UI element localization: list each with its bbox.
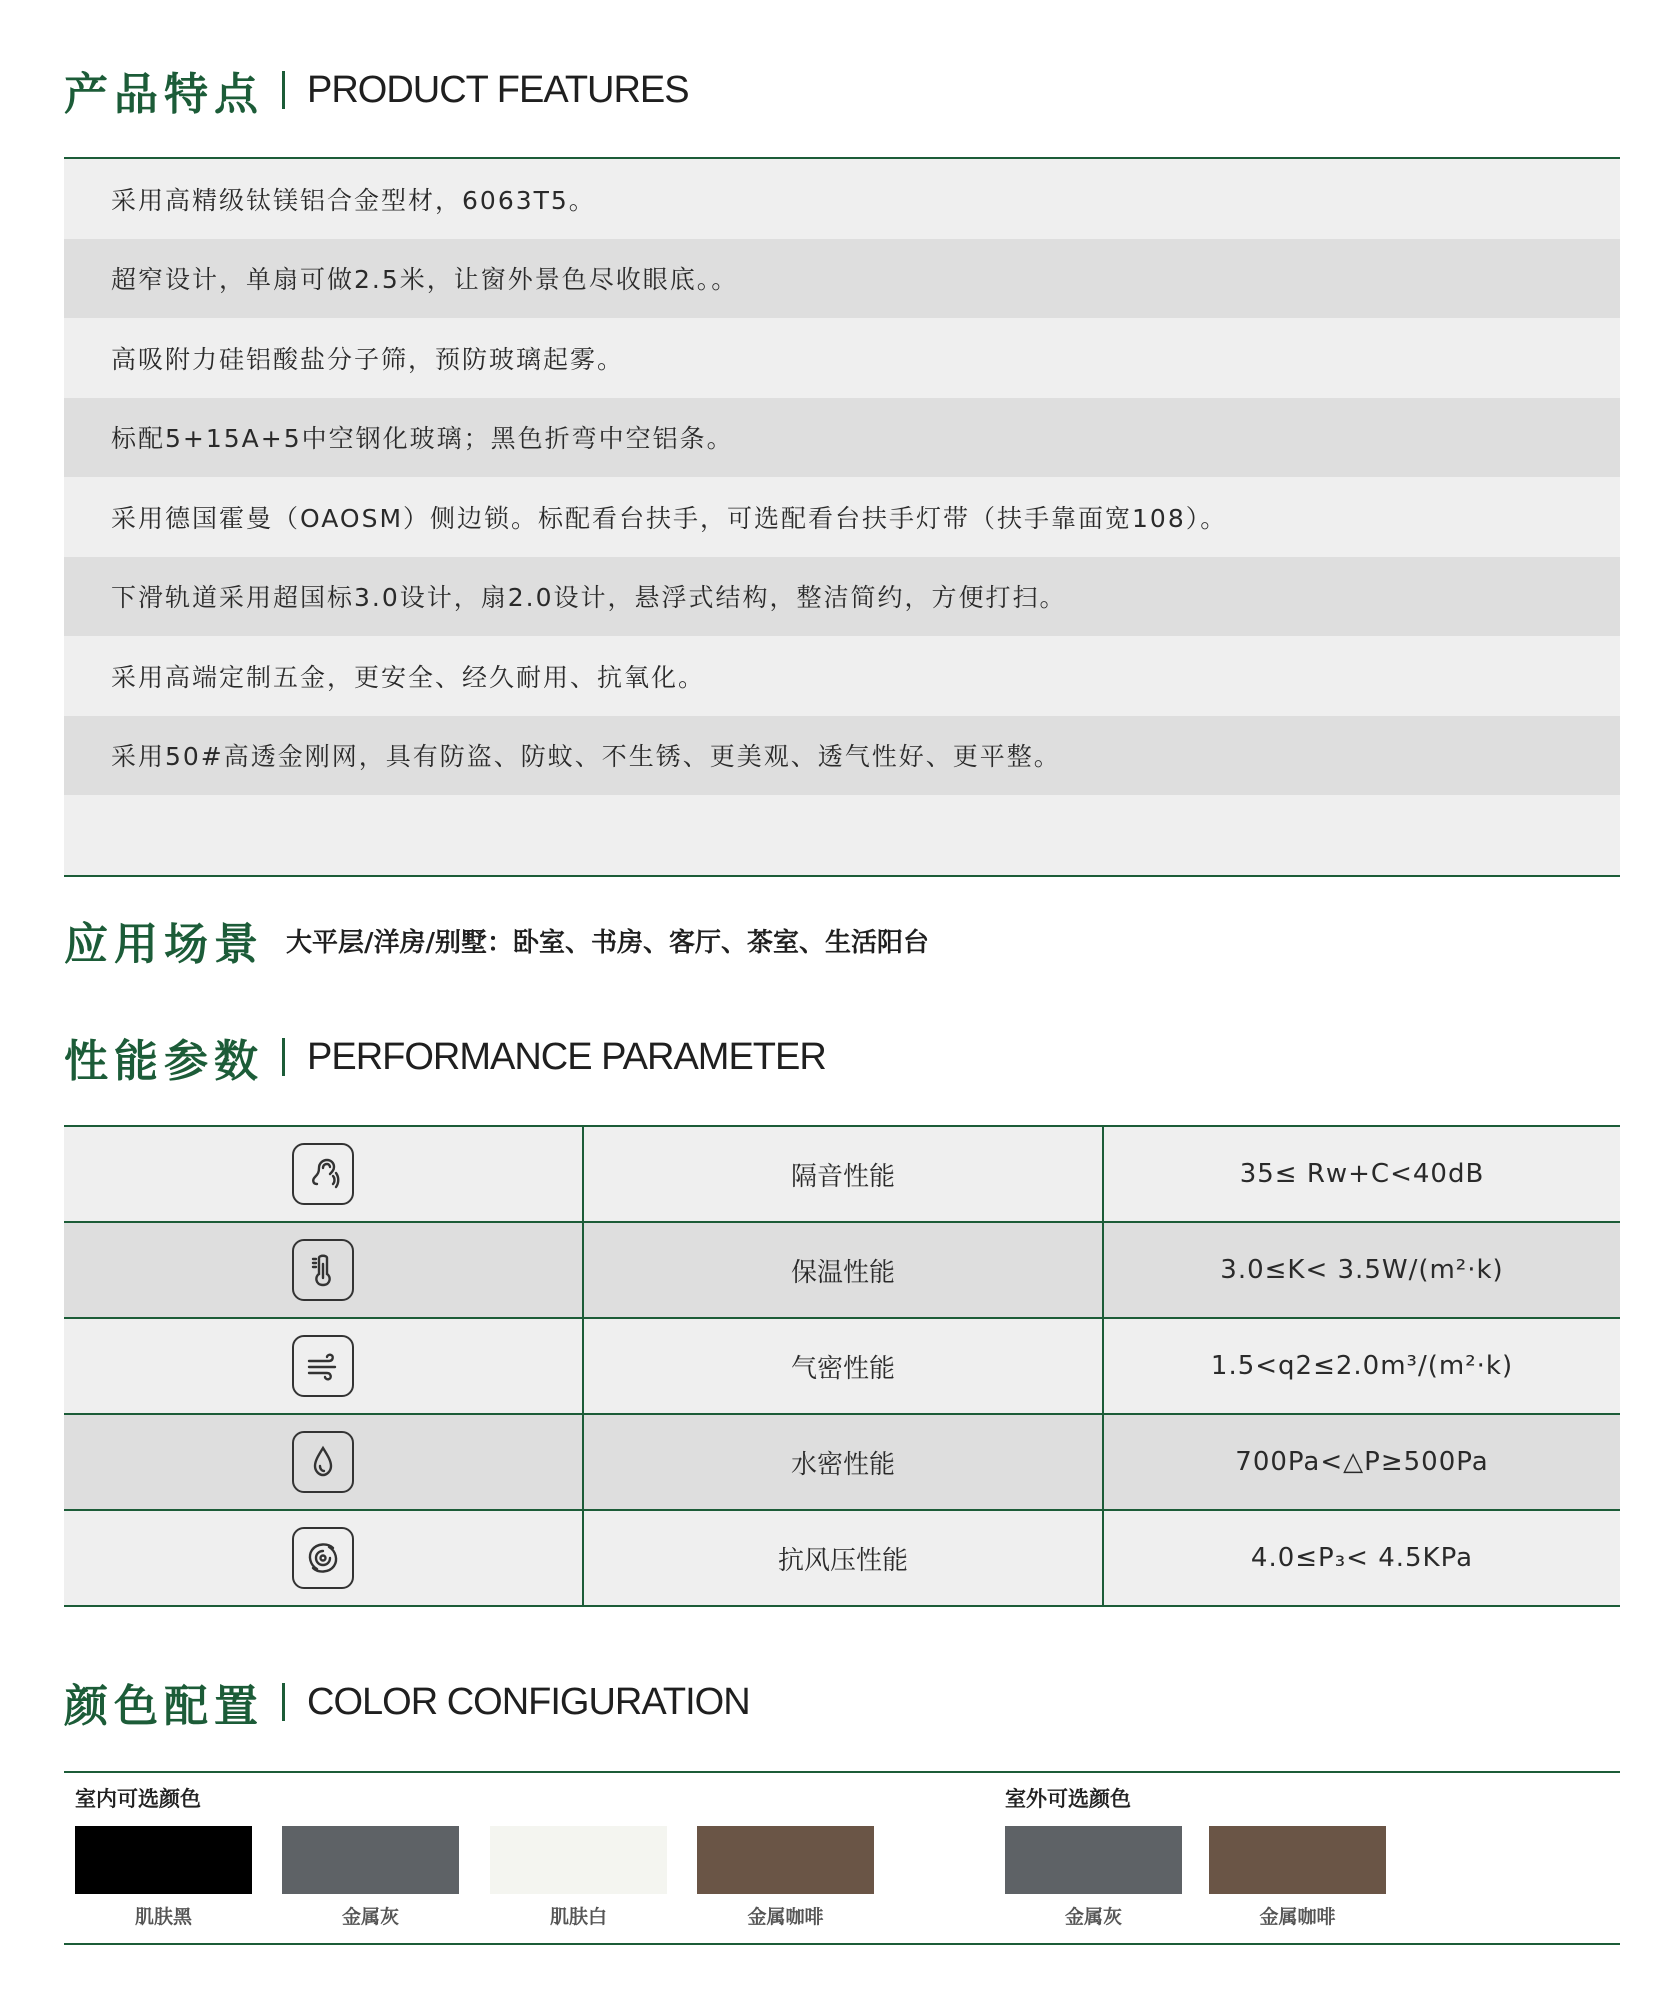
param-name: 抗风压性能 <box>583 1510 1103 1606</box>
table-row <box>64 1126 1620 1222</box>
features-bottom-rule <box>64 875 1620 877</box>
list-item: 采用高精级钛镁铝合金型材，6063T5。 <box>64 159 1620 239</box>
color-swatch-indoor-white[interactable] <box>490 1826 667 1894</box>
scene-section <box>64 910 929 970</box>
list-item: 采用50#高透金刚网，具有防盗、防蚊、不生锈、更美观、透气性好、更平整。 <box>64 716 1620 796</box>
param-value: 1.5<q2≤2.0m³/(m²·k) <box>1103 1318 1620 1414</box>
performance-title-cn: 性能参数 <box>64 1036 264 1087</box>
param-value: 3.0≤K< 3.5W/(m²·k) <box>1103 1222 1620 1318</box>
color-section-title <box>64 1672 750 1732</box>
icon-cell <box>64 1318 583 1414</box>
param-name: 保温性能 <box>583 1222 1103 1318</box>
wind-icon <box>292 1335 354 1397</box>
color-title-cn: 颜色配置 <box>64 1681 264 1732</box>
color-top-rule <box>64 1771 1620 1773</box>
list-item: 高吸附力硅铝酸盐分子筛，预防玻璃起雾。 <box>64 318 1620 398</box>
icon-cell <box>64 1222 583 1318</box>
features-section-title <box>64 60 689 120</box>
color-swatch-indoor-black[interactable] <box>75 1826 252 1894</box>
wind-pressure-icon <box>292 1527 354 1589</box>
thermometer-icon <box>292 1239 354 1301</box>
features-list <box>64 159 1620 875</box>
title-divider <box>282 1683 285 1721</box>
color-swatch-outdoor-coffee[interactable] <box>1209 1826 1386 1894</box>
list-item: 超窄设计，单扇可做2.5米，让窗外景色尽收眼底。。 <box>64 239 1620 319</box>
table-row <box>64 1222 1620 1318</box>
color-name: 金属灰 <box>341 1906 399 1928</box>
icon-cell <box>64 1126 583 1222</box>
performance-table <box>64 1125 1620 1607</box>
list-item: 采用高端定制五金，更安全、经久耐用、抗氧化。 <box>64 636 1620 716</box>
param-value: 4.0≤P₃< 4.5KPa <box>1103 1510 1620 1606</box>
table-row <box>64 1318 1620 1414</box>
features-title-en: PRODUCT FEATURES <box>307 68 689 111</box>
color-name: 肌肤黑 <box>134 1906 192 1928</box>
color-swatch-indoor-coffee[interactable] <box>697 1826 874 1894</box>
water-drop-icon <box>292 1431 354 1493</box>
param-name: 水密性能 <box>583 1414 1103 1510</box>
scene-text: 大平层/洋房/别墅：卧室、书房、客厅、茶室、生活阳台 <box>286 927 929 958</box>
param-name: 隔音性能 <box>583 1126 1103 1222</box>
color-bottom-rule <box>64 1943 1620 1945</box>
color-swatch-indoor-gray[interactable] <box>282 1826 459 1894</box>
param-value: 700Pa<△P≥500Pa <box>1103 1414 1620 1510</box>
title-divider <box>282 71 285 109</box>
param-name: 气密性能 <box>583 1318 1103 1414</box>
icon-cell <box>64 1510 583 1606</box>
title-divider <box>282 1038 285 1076</box>
table-row <box>64 1510 1620 1606</box>
color-name: 金属咖啡 <box>1259 1906 1336 1928</box>
color-swatch-outdoor-gray[interactable] <box>1005 1826 1182 1894</box>
param-value: 35≤ Rw+C<40dB <box>1103 1126 1620 1222</box>
color-name: 金属灰 <box>1064 1906 1122 1928</box>
features-title-cn: 产品特点 <box>64 69 264 120</box>
scene-title-cn: 应用场景 <box>64 919 264 970</box>
icon-cell <box>64 1414 583 1510</box>
ear-sound-icon <box>292 1143 354 1205</box>
indoor-colors-label: 室内可选颜色 <box>75 1787 201 1811</box>
performance-section-title <box>64 1027 826 1087</box>
outdoor-colors-label: 室外可选颜色 <box>1005 1787 1131 1811</box>
list-item: 标配5+15A+5中空钢化玻璃；黑色折弯中空铝条。 <box>64 398 1620 478</box>
color-title-en: COLOR CONFIGURATION <box>307 1680 750 1723</box>
list-item: 采用德国霍曼（OAOSM）侧边锁。标配看台扶手，可选配看台扶手灯带（扶手靠面宽108）。 <box>64 477 1620 557</box>
color-name: 肌肤白 <box>549 1906 607 1928</box>
list-item: 下滑轨道采用超国标3.0设计，扇2.0设计，悬浮式结构，整洁简约，方便打扫。 <box>64 557 1620 637</box>
features-list-tail <box>64 795 1620 875</box>
table-row <box>64 1414 1620 1510</box>
color-name: 金属咖啡 <box>747 1906 824 1928</box>
performance-title-en: PERFORMANCE PARAMETER <box>307 1035 826 1078</box>
